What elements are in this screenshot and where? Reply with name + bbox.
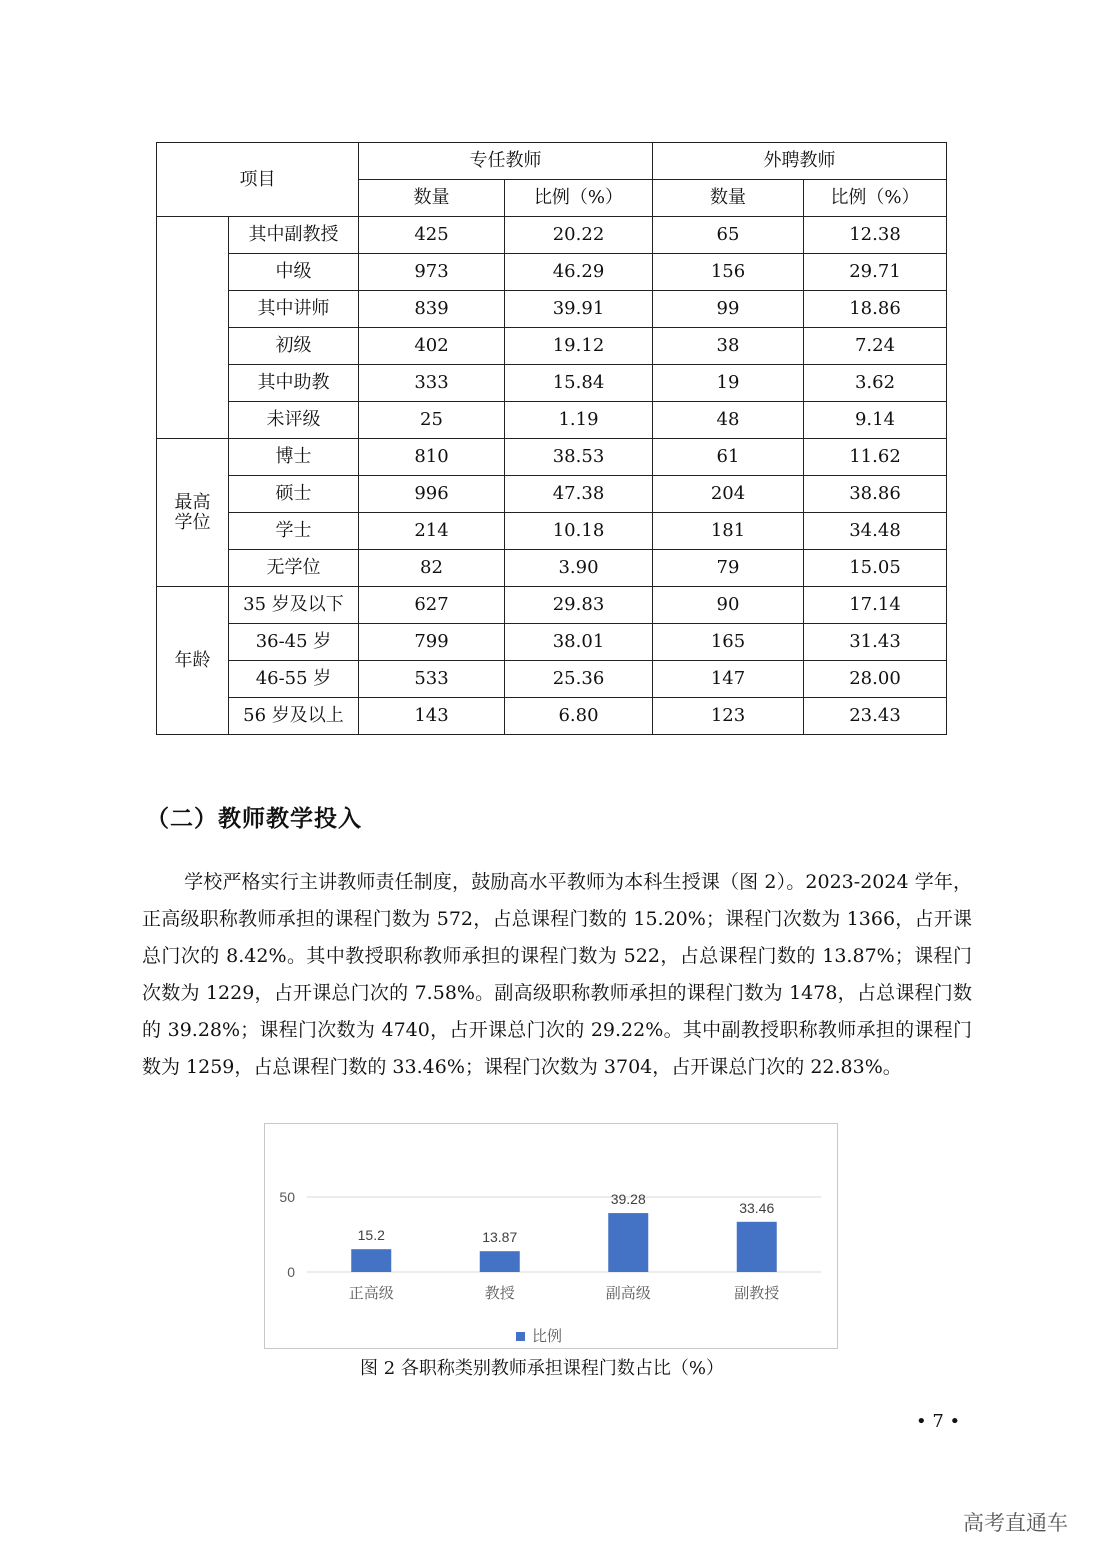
table-row bbox=[157, 291, 947, 328]
cell-ft-count: 799 bbox=[359, 624, 505, 661]
cell-ft-ratio: 10.18 bbox=[505, 513, 653, 550]
table-row bbox=[157, 402, 947, 439]
table-row bbox=[157, 328, 947, 365]
cell-ex-count: 48 bbox=[653, 402, 804, 439]
data-label: 39.28 bbox=[610, 1191, 646, 1208]
cell-ft-count: 25 bbox=[359, 402, 505, 439]
cell-ex-ratio: 34.48 bbox=[804, 513, 947, 550]
bar bbox=[480, 1251, 520, 1272]
data-label: 15.2 bbox=[357, 1227, 385, 1244]
table-row bbox=[157, 550, 947, 587]
cell-ft-count: 402 bbox=[359, 328, 505, 365]
bar bbox=[351, 1249, 391, 1272]
watermark: 高考直通车 bbox=[963, 1511, 1068, 1535]
legend-label: 比例 bbox=[532, 1328, 563, 1345]
row-item-label: 初级 bbox=[229, 328, 359, 365]
bar bbox=[737, 1222, 777, 1272]
cell-ft-ratio: 38.53 bbox=[505, 439, 653, 476]
row-item-label: 其中副教授 bbox=[229, 217, 359, 254]
row-item-label: 博士 bbox=[229, 439, 359, 476]
y-tick-label: 0 bbox=[287, 1264, 295, 1280]
cell-ft-count: 425 bbox=[359, 217, 505, 254]
cell-ft-count: 627 bbox=[359, 587, 505, 624]
cell-ft-count: 214 bbox=[359, 513, 505, 550]
table-row bbox=[157, 476, 947, 513]
cell-ex-count: 181 bbox=[653, 513, 804, 550]
table-row bbox=[157, 698, 947, 735]
cell-ex-ratio: 18.86 bbox=[804, 291, 947, 328]
cell-ex-ratio: 38.86 bbox=[804, 476, 947, 513]
row-item-label: 56 岁及以上 bbox=[229, 698, 359, 735]
cell-ex-count: 38 bbox=[653, 328, 804, 365]
cell-ft-count: 82 bbox=[359, 550, 505, 587]
cell-ex-count: 90 bbox=[653, 587, 804, 624]
table-row bbox=[157, 624, 947, 661]
header-external-ratio: 比例（%） bbox=[804, 180, 947, 217]
cell-ft-ratio: 29.83 bbox=[505, 587, 653, 624]
paragraph-text: 学校严格实行主讲教师责任制度，鼓励高水平教师为本科生授课（图 2）。2023-2024 学年，正高级职称教师承担的课程门数为 572，占总课程门数的 15.20%；课程门次数为 1366，占开课总门次的 8.42%。其中教授职称教师承担的课程门数为 522，占总课程门数的 13.87%；课程门次数为 1229，占开课总门次的 7.58%。副高级职称教师承担的课程门数为 1478，占总课程门数的 39.28%；课程门次数为 4740，占开课总门次的 29.22%。其中副教授职称教师承担的课程门数为 1259，占总课程门数的 33.46%；课程门次数为 3704，占开课总门次的 22.83%。 bbox=[142, 871, 972, 1078]
cell-ex-ratio: 31.43 bbox=[804, 624, 947, 661]
cell-ex-ratio: 23.43 bbox=[804, 698, 947, 735]
cell-ex-count: 61 bbox=[653, 439, 804, 476]
cell-ft-ratio: 1.19 bbox=[505, 402, 653, 439]
x-tick-label: 副教授 bbox=[734, 1285, 780, 1302]
cell-ex-ratio: 15.05 bbox=[804, 550, 947, 587]
cell-ft-ratio: 38.01 bbox=[505, 624, 653, 661]
table-row bbox=[157, 217, 947, 254]
table-row bbox=[157, 365, 947, 402]
cell-ex-count: 99 bbox=[653, 291, 804, 328]
cell-ft-ratio: 6.80 bbox=[505, 698, 653, 735]
cell-ft-ratio: 20.22 bbox=[505, 217, 653, 254]
x-tick-label: 教授 bbox=[484, 1285, 515, 1302]
cell-ft-count: 973 bbox=[359, 254, 505, 291]
row-item-label: 未评级 bbox=[229, 402, 359, 439]
legend-swatch bbox=[516, 1332, 525, 1341]
cell-ft-ratio: 46.29 bbox=[505, 254, 653, 291]
header-fulltime-teachers: 专任教师 bbox=[359, 143, 653, 180]
chart-caption: 图 2 各职称类别教师承担课程门数占比（%） bbox=[360, 1358, 724, 1379]
cell-ex-count: 147 bbox=[653, 661, 804, 698]
cell-ft-count: 143 bbox=[359, 698, 505, 735]
group-label bbox=[157, 217, 229, 439]
cell-ex-count: 79 bbox=[653, 550, 804, 587]
row-item-label: 46-55 岁 bbox=[229, 661, 359, 698]
header-item: 项目 bbox=[157, 143, 359, 217]
cell-ft-count: 533 bbox=[359, 661, 505, 698]
cell-ft-ratio: 19.12 bbox=[505, 328, 653, 365]
y-tick-label: 50 bbox=[279, 1189, 295, 1205]
bar bbox=[608, 1213, 648, 1272]
table-row bbox=[157, 587, 947, 624]
table-row bbox=[157, 661, 947, 698]
row-item-label: 其中助教 bbox=[229, 365, 359, 402]
cell-ex-ratio: 7.24 bbox=[804, 328, 947, 365]
table-row bbox=[157, 254, 947, 291]
header-external-count: 数量 bbox=[653, 180, 804, 217]
table-row bbox=[157, 439, 947, 476]
cell-ex-ratio: 12.38 bbox=[804, 217, 947, 254]
cell-ft-ratio: 25.36 bbox=[505, 661, 653, 698]
cell-ex-count: 65 bbox=[653, 217, 804, 254]
table-row bbox=[157, 513, 947, 550]
cell-ft-count: 333 bbox=[359, 365, 505, 402]
cell-ft-ratio: 47.38 bbox=[505, 476, 653, 513]
cell-ft-ratio: 39.91 bbox=[505, 291, 653, 328]
cell-ft-count: 839 bbox=[359, 291, 505, 328]
cell-ex-count: 123 bbox=[653, 698, 804, 735]
row-item-label: 35 岁及以下 bbox=[229, 587, 359, 624]
bar-chart bbox=[264, 1123, 838, 1349]
header-external-teachers: 外聘教师 bbox=[653, 143, 947, 180]
data-label: 33.46 bbox=[739, 1199, 775, 1216]
cell-ft-count: 810 bbox=[359, 439, 505, 476]
cell-ex-count: 165 bbox=[653, 624, 804, 661]
body-paragraph bbox=[142, 864, 972, 1086]
cell-ex-ratio: 3.62 bbox=[804, 365, 947, 402]
cell-ex-ratio: 29.71 bbox=[804, 254, 947, 291]
header-fulltime-ratio: 比例（%） bbox=[505, 180, 653, 217]
teacher-statistics-table bbox=[156, 142, 947, 735]
cell-ex-ratio: 11.62 bbox=[804, 439, 947, 476]
cell-ex-ratio: 28.00 bbox=[804, 661, 947, 698]
group-label: 年龄 bbox=[157, 587, 229, 735]
cell-ft-ratio: 15.84 bbox=[505, 365, 653, 402]
row-item-label: 36-45 岁 bbox=[229, 624, 359, 661]
x-tick-label: 副高级 bbox=[605, 1285, 651, 1302]
cell-ex-count: 204 bbox=[653, 476, 804, 513]
data-label: 13.87 bbox=[482, 1229, 518, 1246]
cell-ft-count: 996 bbox=[359, 476, 505, 513]
page-number: • 7 • bbox=[916, 1411, 961, 1432]
row-item-label: 其中讲师 bbox=[229, 291, 359, 328]
row-item-label: 无学位 bbox=[229, 550, 359, 587]
cell-ex-count: 156 bbox=[653, 254, 804, 291]
row-item-label: 硕士 bbox=[229, 476, 359, 513]
cell-ex-ratio: 9.14 bbox=[804, 402, 947, 439]
cell-ex-count: 19 bbox=[653, 365, 804, 402]
section-heading: （二）教师教学投入 bbox=[146, 806, 362, 832]
x-tick-label: 正高级 bbox=[348, 1285, 394, 1302]
cell-ex-ratio: 17.14 bbox=[804, 587, 947, 624]
group-label: 最高学位 bbox=[157, 439, 229, 587]
header-fulltime-count: 数量 bbox=[359, 180, 505, 217]
row-item-label: 中级 bbox=[229, 254, 359, 291]
cell-ft-ratio: 3.90 bbox=[505, 550, 653, 587]
row-item-label: 学士 bbox=[229, 513, 359, 550]
